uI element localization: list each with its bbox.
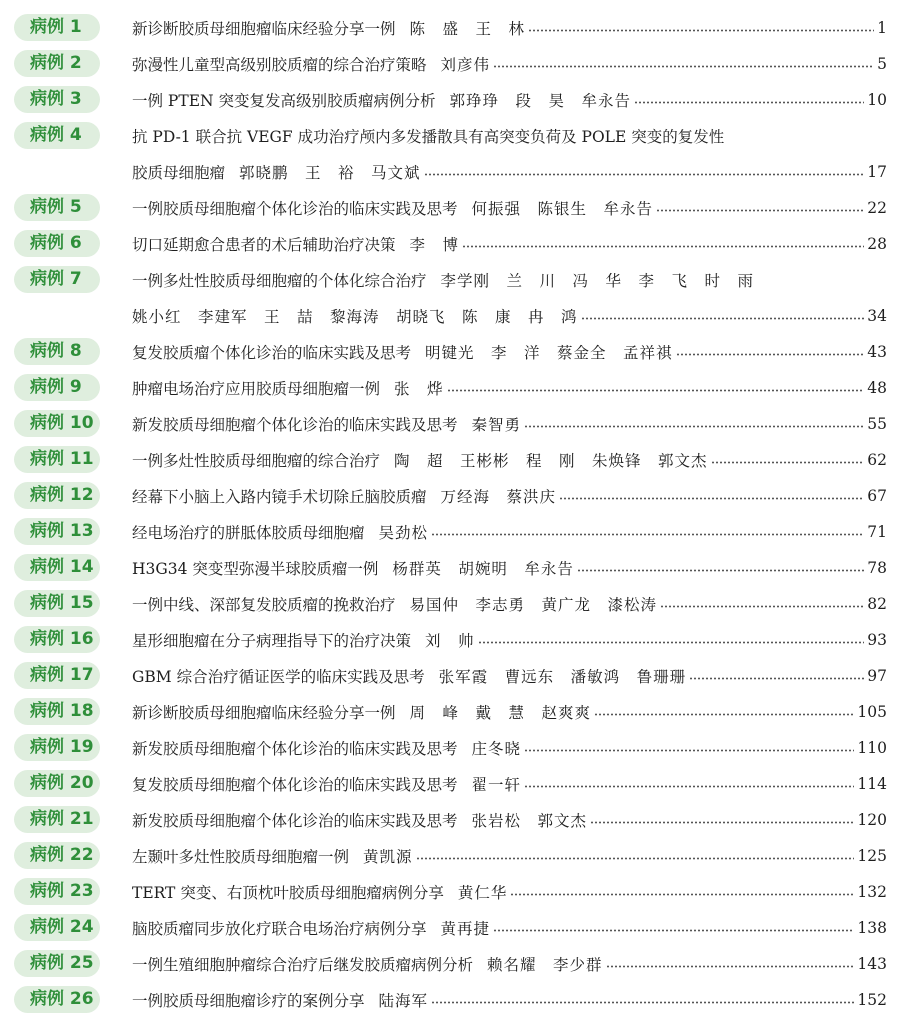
case-number-badge: 病例 17 bbox=[14, 662, 100, 689]
toc-entry-line[interactable] bbox=[132, 590, 887, 617]
page-number: 34 bbox=[867, 306, 887, 325]
dot-leader bbox=[656, 209, 864, 212]
dot-leader bbox=[594, 713, 854, 716]
entry-authors: 秦智勇 bbox=[471, 415, 522, 434]
case-number-badge: 病例 16 bbox=[14, 626, 100, 653]
page-number: 48 bbox=[867, 378, 887, 397]
page-number: 143 bbox=[857, 954, 887, 973]
toc-entry-line[interactable] bbox=[132, 662, 887, 689]
page-number: 67 bbox=[867, 486, 887, 505]
dot-leader bbox=[424, 173, 865, 176]
toc-entry-line[interactable] bbox=[132, 266, 887, 293]
entry-authors: 吴劲松 bbox=[378, 523, 429, 542]
toc-entry-line[interactable] bbox=[132, 158, 887, 185]
toc-entry-line[interactable] bbox=[132, 770, 887, 797]
entry-authors: 翟一轩 bbox=[471, 775, 522, 794]
page-number: 82 bbox=[867, 594, 887, 613]
entry-title: TERT 突变、右顶枕叶胶质母细胞瘤病例分享 bbox=[132, 883, 444, 902]
entry-title: 一例胶质母细胞瘤诊疗的案例分享 bbox=[132, 991, 365, 1010]
case-number-badge: 病例 24 bbox=[14, 914, 100, 941]
toc-entry-line[interactable] bbox=[132, 302, 887, 329]
entry-authors: 黄再捷 bbox=[440, 919, 491, 938]
page-number: 5 bbox=[877, 54, 887, 73]
case-number-badge: 病例 26 bbox=[14, 986, 100, 1013]
case-number-badge: 病例 5 bbox=[14, 194, 100, 221]
entry-title: 星形细胞瘤在分子病理指导下的治疗决策 bbox=[132, 631, 412, 650]
entry-authors: 陆海军 bbox=[378, 991, 429, 1010]
case-number-badge: 病例 25 bbox=[14, 950, 100, 977]
dot-leader bbox=[711, 461, 865, 464]
entry-title: 左颞叶多灶性胶质母细胞瘤一例 bbox=[132, 847, 350, 866]
page-number: 10 bbox=[867, 90, 887, 109]
entry-authors: 陈 盛 王 林 bbox=[409, 19, 526, 38]
entry-title: 复发胶质母细胞瘤个体化诊治的临床实践及思考 bbox=[132, 775, 458, 794]
case-number-badge: 病例 4 bbox=[14, 122, 100, 149]
dot-leader bbox=[577, 569, 864, 572]
entry-authors: 张军霞 曹远东 潘敏鸿 鲁珊珊 bbox=[438, 667, 687, 686]
entry-authors: 何振强 陈银生 牟永告 bbox=[471, 199, 654, 218]
case-number-badge: 病例 23 bbox=[14, 878, 100, 905]
dot-leader bbox=[510, 893, 854, 896]
entry-authors: 周 峰 戴 慧 赵爽爽 bbox=[409, 703, 592, 722]
dot-leader bbox=[431, 1001, 854, 1004]
entry-authors: 李 博 bbox=[409, 235, 460, 254]
page-number: 125 bbox=[857, 846, 887, 865]
entry-title: 弥漫性儿童型高级别胶质瘤的综合治疗策略 bbox=[132, 55, 427, 74]
entry-authors: 赖名耀 李少群 bbox=[487, 955, 603, 974]
case-number-badge: 病例 10 bbox=[14, 410, 100, 437]
dot-leader bbox=[431, 533, 864, 536]
dot-leader bbox=[606, 965, 855, 968]
entry-title: H3G34 突变型弥漫半球胶质瘤一例 bbox=[132, 559, 379, 578]
case-number-badge: 病例 13 bbox=[14, 518, 100, 545]
dot-leader bbox=[676, 353, 865, 356]
toc-entry-line[interactable] bbox=[132, 410, 887, 437]
toc-entry-line[interactable] bbox=[132, 446, 887, 473]
case-number-badge: 病例 2 bbox=[14, 50, 100, 77]
entry-title: 一例 PTEN 突变复发高级别胶质瘤病例分析 bbox=[132, 91, 436, 110]
page-number: 78 bbox=[867, 558, 887, 577]
case-number-badge: 病例 21 bbox=[14, 806, 100, 833]
case-number-badge: 病例 20 bbox=[14, 770, 100, 797]
dot-leader bbox=[493, 65, 874, 68]
dot-leader bbox=[493, 929, 854, 932]
page-number: 93 bbox=[867, 630, 887, 649]
entry-title: 经幕下小脑上入路内镜手术切除丘脑胶质瘤 bbox=[132, 487, 427, 506]
toc-entry-line[interactable] bbox=[132, 698, 887, 725]
case-number-badge: 病例 8 bbox=[14, 338, 100, 365]
dot-leader bbox=[447, 389, 865, 392]
dot-leader bbox=[581, 317, 865, 320]
case-number-badge: 病例 19 bbox=[14, 734, 100, 761]
case-number-badge: 病例 9 bbox=[14, 374, 100, 401]
toc-entry-line[interactable] bbox=[132, 626, 887, 653]
page-number: 22 bbox=[867, 198, 887, 217]
entry-authors: 黄凯源 bbox=[363, 847, 413, 866]
case-number-badge: 病例 6 bbox=[14, 230, 100, 257]
case-number-badge: 病例 3 bbox=[14, 86, 100, 113]
toc-entry-line[interactable] bbox=[132, 50, 887, 77]
toc-entry-line[interactable] bbox=[132, 554, 887, 581]
toc-entry-line[interactable] bbox=[132, 86, 887, 113]
entry-authors: 明键光 李 洋 蔡金全 孟祥祺 bbox=[425, 343, 673, 362]
entry-title: 肿瘤电场治疗应用胶质母细胞瘤一例 bbox=[132, 379, 381, 398]
toc-entry-line[interactable] bbox=[132, 122, 887, 149]
case-number-badge: 病例 1 bbox=[14, 14, 100, 41]
dot-leader bbox=[660, 605, 864, 608]
entry-title: GBM 综合治疗循证医学的临床实践及思考 bbox=[132, 667, 425, 686]
entry-title: 经电场治疗的胼胝体胶质母细胞瘤 bbox=[132, 523, 365, 542]
entry-authors: 刘彦伟 bbox=[440, 55, 491, 74]
dot-leader bbox=[462, 245, 864, 248]
case-number-badge: 病例 15 bbox=[14, 590, 100, 617]
entry-authors: 姚小红 李建军 王 喆 黎海涛 胡晓飞 陈 康 冉 鸿 bbox=[132, 307, 578, 326]
entry-title: 新诊断胶质母细胞瘤临床经验分享一例 bbox=[132, 19, 396, 38]
entry-authors: 杨群英 胡婉明 牟永告 bbox=[392, 559, 574, 578]
entry-title: 新发胶质母细胞瘤个体化诊治的临床实践及思考 bbox=[132, 811, 458, 830]
toc-entry-line[interactable] bbox=[132, 986, 887, 1013]
toc-entry-line[interactable] bbox=[132, 518, 887, 545]
dot-leader bbox=[590, 821, 854, 824]
page-number: 28 bbox=[867, 234, 887, 253]
entry-title: 胶质母细胞瘤 bbox=[132, 163, 226, 182]
entry-title: 复发胶质瘤个体化诊治的临床实践及思考 bbox=[132, 343, 412, 362]
entry-title: 新发胶质母细胞瘤个体化诊治的临床实践及思考 bbox=[132, 739, 458, 758]
entry-authors: 万经海 蔡洪庆 bbox=[440, 487, 557, 506]
entry-title: 切口延期愈合患者的术后辅助治疗决策 bbox=[132, 235, 396, 254]
page-number: 43 bbox=[867, 342, 887, 361]
entry-title: 一例多灶性胶质母细胞瘤的综合治疗 bbox=[132, 451, 381, 470]
dot-leader bbox=[559, 497, 864, 500]
entry-title: 一例中线、深部复发胶质瘤的挽救治疗 bbox=[132, 595, 396, 614]
page-number: 120 bbox=[857, 810, 887, 829]
toc-entry-line[interactable] bbox=[132, 374, 887, 401]
toc-entry-line[interactable] bbox=[132, 950, 887, 977]
entry-title: 新发胶质母细胞瘤个体化诊治的临床实践及思考 bbox=[132, 415, 458, 434]
page-number: 132 bbox=[857, 882, 887, 901]
entry-authors: 郭琤琤 段 昊 牟永告 bbox=[449, 91, 632, 110]
dot-leader bbox=[524, 785, 854, 788]
toc-entry-line[interactable] bbox=[132, 482, 887, 509]
entry-title: 一例多灶性胶质母细胞瘤的个体化综合治疗 bbox=[132, 271, 427, 290]
entry-title: 抗 PD-1 联合抗 VEGF 成功治疗颅内多发播散具有高突变负荷及 POLE 突变的复发性 bbox=[132, 127, 725, 146]
toc-entry-line[interactable] bbox=[132, 338, 887, 365]
entry-title: 脑胶质瘤同步放化疗联合电场治疗病例分享 bbox=[132, 919, 427, 938]
page-number: 114 bbox=[857, 774, 887, 793]
page-number: 138 bbox=[857, 918, 887, 937]
entry-title: 一例生殖细胞肿瘤综合治疗后继发胶质瘤病例分析 bbox=[132, 955, 474, 974]
entry-authors: 郭晓鹏 王 裕 马文斌 bbox=[239, 163, 421, 182]
dot-leader bbox=[524, 425, 864, 428]
entry-authors: 张 烨 bbox=[394, 379, 444, 398]
page-number: 105 bbox=[857, 702, 887, 721]
page-number: 110 bbox=[857, 738, 887, 757]
page-number: 17 bbox=[867, 162, 887, 181]
entry-authors: 黄仁华 bbox=[457, 883, 508, 902]
page-number: 71 bbox=[867, 522, 887, 541]
case-number-badge: 病例 11 bbox=[14, 446, 100, 473]
toc-entry-line[interactable] bbox=[132, 842, 887, 869]
toc-entry-line[interactable] bbox=[132, 14, 887, 41]
toc-entry-line[interactable] bbox=[132, 194, 887, 221]
entry-title: 新诊断胶质母细胞瘤临床经验分享一例 bbox=[132, 703, 396, 722]
case-number-badge: 病例 18 bbox=[14, 698, 100, 725]
dot-leader bbox=[634, 101, 864, 104]
case-number-badge: 病例 7 bbox=[14, 266, 100, 293]
toc-entry-line[interactable] bbox=[132, 914, 887, 941]
toc-entry-line[interactable] bbox=[132, 230, 887, 257]
dot-leader bbox=[416, 857, 855, 860]
entry-title: 一例胶质母细胞瘤个体化诊治的临床实践及思考 bbox=[132, 199, 458, 218]
toc-entry-line[interactable] bbox=[132, 878, 887, 905]
entry-authors: 李学刚 兰 川 冯 华 李 飞 时 雨 bbox=[440, 271, 755, 290]
case-number-badge: 病例 22 bbox=[14, 842, 100, 869]
page-number: 97 bbox=[867, 666, 887, 685]
dot-leader bbox=[478, 641, 865, 644]
page-number: 152 bbox=[857, 990, 887, 1009]
entry-authors: 庄冬晓 bbox=[471, 739, 522, 758]
entry-authors: 易国仲 李志勇 黄广龙 漆松涛 bbox=[409, 595, 658, 614]
case-number-badge: 病例 14 bbox=[14, 554, 100, 581]
case-number-badge: 病例 12 bbox=[14, 482, 100, 509]
entry-authors: 刘 帅 bbox=[425, 631, 475, 650]
page-number: 55 bbox=[867, 414, 887, 433]
entry-authors: 陶 超 王彬彬 程 刚 朱焕锋 郭文杰 bbox=[394, 451, 708, 470]
entry-authors: 张岩松 郭文杰 bbox=[471, 811, 588, 830]
dot-leader bbox=[524, 749, 854, 752]
page-number: 1 bbox=[877, 18, 887, 37]
toc-entry-line[interactable] bbox=[132, 734, 887, 761]
dot-leader bbox=[689, 677, 864, 680]
toc-entry-line[interactable] bbox=[132, 806, 887, 833]
dot-leader bbox=[528, 29, 874, 32]
page-number: 62 bbox=[867, 450, 887, 469]
